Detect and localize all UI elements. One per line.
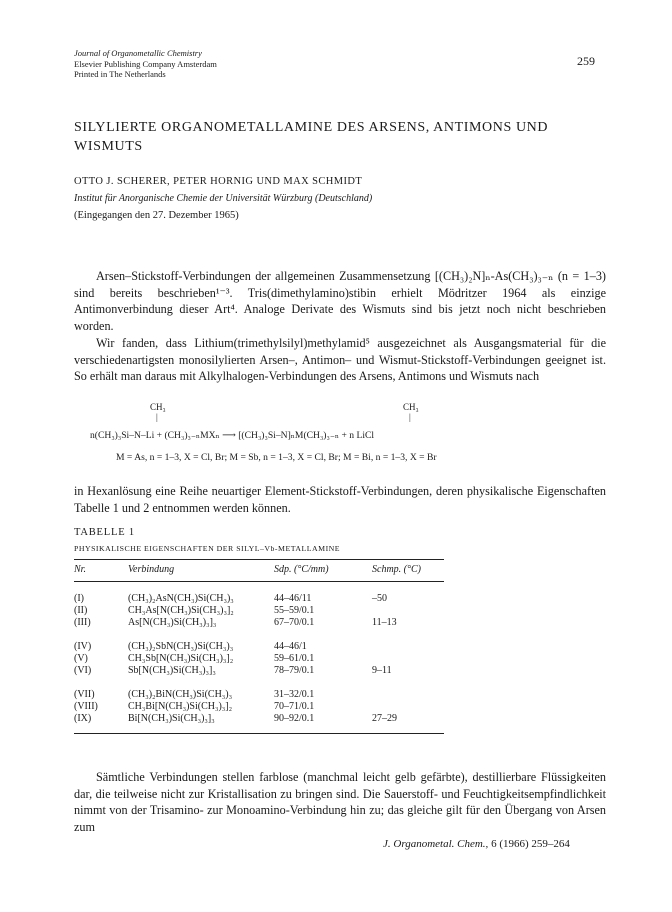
cell-sdp: 44–46/11 <box>274 593 312 604</box>
ch3-label: CH₃ <box>150 402 166 412</box>
authors: OTTO J. SCHERER, PETER HORNIG UND MAX SCHMIDT <box>74 176 363 187</box>
cell-nr: (VII) <box>74 689 95 700</box>
cell-verbindung: As[N(CH₃)Si(CH₃)₃]₃ <box>128 617 217 628</box>
cell-sdp: 55–59/0.1 <box>274 605 315 616</box>
page-number: 259 <box>577 54 595 68</box>
cell-schmp: 11–13 <box>372 617 397 628</box>
paragraph-result <box>74 483 606 516</box>
table-bottom-rule <box>74 733 444 734</box>
cell-sdp: 31–32/0.1 <box>274 689 315 700</box>
cell-nr: (IV) <box>74 641 92 652</box>
cell-sdp: 90–92/0.1 <box>274 713 315 724</box>
cell-sdp: 70–71/0.1 <box>274 701 315 712</box>
cell-verbindung: CH₃Sb[N(CH₃)Si(CH₃)₃]₂ <box>128 653 234 664</box>
cell-nr: (V) <box>74 653 88 664</box>
reaction-conditions: M = As, n = 1–3, X = Cl, Br; M = Sb, n = 1–3, X = Cl, Br; M = Bi, n = 1–3, X = Br <box>116 452 437 463</box>
received-date: (Eingegangen den 27. Dezember 1965) <box>74 210 239 221</box>
cell-nr: (VIII) <box>74 701 98 712</box>
paragraph-text: Arsen–Stickstoff-Verbindungen der allgemeinen Zusammensetzung [(CH₃)₂N]ₙ-As(CH₃)₃₋ₙ (n = 1–3) sind bereits beschrieben¹⁻³. Tris(dimethylamino)stibin erhielt Mödritzer 1964 als einzige Antimonverbindung dieser Art⁴. Analoge Derivate des Wismuts sind bis jetzt noch nicht beschrieben worden. <box>74 269 606 333</box>
cell-verbindung: CH₃Bi[N(CH₃)Si(CH₃)₃]₂ <box>128 701 233 712</box>
cell-verbindung: CH₃As[N(CH₃)Si(CH₃)₃]₂ <box>128 605 234 616</box>
table-caption: TABELLE 1 <box>74 527 135 538</box>
paragraph-properties <box>74 769 606 835</box>
cell-verbindung: (CH₃)₂AsN(CH₃)Si(CH₃)₃ <box>128 593 234 604</box>
paragraph-intro <box>74 268 606 334</box>
equation-ch3-left <box>150 402 166 422</box>
article-title: SILYLIERTE ORGANOMETALLAMINE DES ARSENS, ANTIMONS UND WISMUTS <box>74 120 549 154</box>
cell-sdp: 44–46/1 <box>274 641 307 652</box>
cell-verbindung: Bi[N(CH₃)Si(CH₃)₃]₃ <box>128 713 215 724</box>
bond-bar: | <box>409 412 411 422</box>
reaction-equation: n(CH₃)₃Si–N–Li + (CH₃)₃₋ₙMXₙ ⟶ [(CH₃)₃Si–N]ₙM(CH₃)₃₋ₙ + n LiCl <box>90 430 375 441</box>
paragraph-text: in Hexanlösung eine Reihe neuartiger Element-Stickstoff-Verbindungen, deren physikalische Eigenschaften Tabelle 1 und 2 entnommen werden können. <box>74 484 606 515</box>
publisher-name: Elsevier Publishing Company Amsterdam <box>74 58 217 69</box>
paragraph-method <box>74 335 606 385</box>
printed-note: Printed in The Netherlands <box>74 69 166 79</box>
cell-sdp: 78–79/0.1 <box>274 665 315 676</box>
publisher-block <box>74 48 217 80</box>
cell-schmp: 9–11 <box>372 665 392 676</box>
cell-schmp: 27–29 <box>372 713 397 724</box>
table-header-rule <box>74 581 444 582</box>
table-header-nr: Nr. <box>74 564 86 575</box>
table-subtitle: PHYSIKALISCHE EIGENSCHAFTEN DER SILYL–Vb-METALLAMINE <box>74 544 341 553</box>
cell-sdp: 59–61/0.1 <box>274 653 315 664</box>
equation-ch3-right <box>403 402 419 422</box>
cell-nr: (IX) <box>74 713 92 724</box>
cell-nr: (VI) <box>74 665 92 676</box>
institution: Institut für Anorganische Chemie der Universität Würzburg (Deutschland) <box>74 193 373 204</box>
table-header-sdp: Sdp. (°C/mm) <box>274 564 329 575</box>
journal-name: Journal of Organometallic Chemistry <box>74 48 202 58</box>
cell-sdp: 67–70/0.1 <box>274 617 315 628</box>
cell-verbindung: Sb[N(CH₃)Si(CH₃)₃]₃ <box>128 665 216 676</box>
cell-nr: (I) <box>74 593 84 604</box>
ch3-label: CH₃ <box>403 402 419 412</box>
footer-journal: J. Organometal. Chem., <box>383 838 489 850</box>
paragraph-text: Sämtliche Verbindungen stellen farblose (manchmal leicht gelb gefärbte), destillierbare Flüssigkeiten dar, die teilweise nicht zur Kristallisation zu bringen sind. Die Sauerstoff- und Feuchtigkeitsempfindlichkeit nimmt von der Trisamino- zur Monoamino-Verbindung hin zu; das gleiche gilt für den Übergang von Arsen zum <box>74 770 606 834</box>
table-top-rule <box>74 559 444 560</box>
cell-nr: (II) <box>74 605 88 616</box>
paragraph-text: Wir fanden, dass Lithium(trimethylsilyl)methylamid⁵ ausgezeichnet als Ausgangsmaterial für die verschiedenartigsten monosilylierten Arsen–, Antimon– und Wismut-Stickstoff-Verbindungen geeignet ist. So erhält man daraus mit Alkylhalogen-Verbindungen des Arsens, Antimons und Wismuts nach <box>74 336 606 384</box>
footer-citation <box>383 838 570 850</box>
footer-volume: 6 (1966) 259–264 <box>488 838 570 850</box>
cell-verbindung: (CH₃)₂BiN(CH₃)Si(CH₃)₃ <box>128 689 233 700</box>
cell-verbindung: (CH₃)₂SbN(CH₃)Si(CH₃)₃ <box>128 641 234 652</box>
cell-schmp: –50 <box>372 593 387 604</box>
table-header-schmp: Schmp. (°C) <box>372 564 421 575</box>
table-header-verbindung: Verbindung <box>128 564 175 575</box>
cell-nr: (III) <box>74 617 91 628</box>
bond-bar: | <box>156 412 158 422</box>
